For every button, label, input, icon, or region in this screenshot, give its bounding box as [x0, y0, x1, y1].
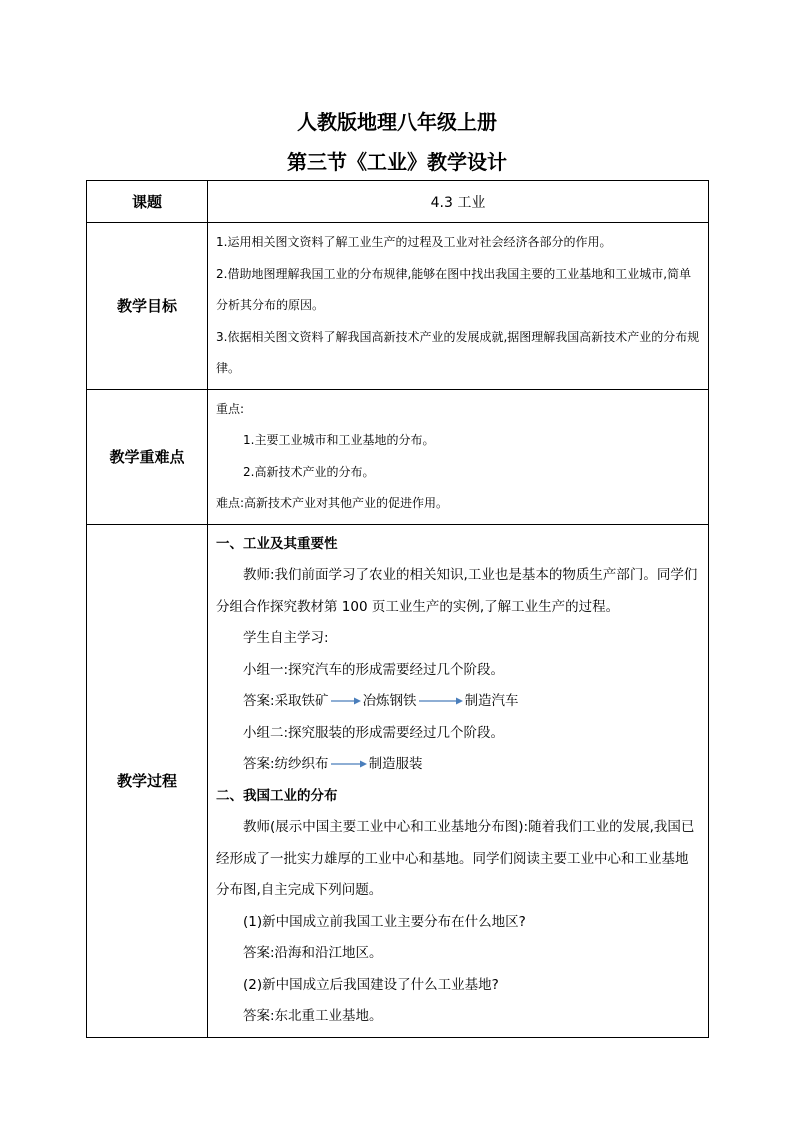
answer-text: 答案:东北重工业基地。 [243, 1008, 383, 1024]
objective-item: 2.借助地图理解我国工业的分布规律,能够在图中找出我国主要的工业基地和工业城市,简单分析其分布的原因。 [216, 266, 692, 312]
group-two-text: 小组二:探究服装的形成需要经过几个阶段。 [243, 724, 505, 741]
topic-row [87, 181, 709, 223]
process-content [208, 525, 708, 1037]
focus-item: 2.高新技术产业的分布。 [243, 464, 375, 479]
objectives-row [87, 223, 709, 390]
question-text: (2)新中国成立后我国建设了什么工业基地? [243, 976, 499, 993]
teacher-text: 教师:我们前面学习了农业的相关知识,工业也是基本的物质生产部门。同学们分组合作探究教材第 100 页工业生产的实例,了解工业生产的过程。 [216, 567, 698, 615]
flow-step: 制造汽车 [464, 693, 519, 709]
flow-step: 采取铁矿 [274, 693, 329, 709]
answer-two [216, 749, 700, 781]
process-row [87, 524, 709, 1037]
arrow-right-icon [419, 696, 463, 706]
focus-label: 重点: [216, 401, 245, 416]
difficulty-text: 难点:高新技术产业对其他产业的促进作用。 [216, 496, 449, 510]
topic-value: 4.3 工业 [208, 181, 709, 223]
teacher-text: 教师(展示中国主要工业中心和工业基地分布图):随着我们工业的发展,我国已经形成了一批实力雄厚的工业中心和基地。同学们阅读主要工业中心和工业基地分布图,自主完成下列问题。 [216, 819, 695, 898]
arrow-right-icon [331, 759, 367, 769]
key-points-label: 教学重难点 [87, 389, 208, 524]
self-study-text: 学生自主学习: [243, 630, 329, 646]
answer-one [216, 686, 700, 718]
section-title: 一、工业及其重要性 [216, 535, 338, 552]
objective-item: 1.运用相关图文资料了解工业生产的过程及工业对社会经济各部分的作用。 [216, 235, 612, 249]
lesson-plan-table [86, 180, 709, 1038]
key-points-row [87, 389, 709, 524]
question-text: (1)新中国成立前我国工业主要分布在什么地区? [243, 913, 526, 930]
group-one-text: 小组一:探究汽车的形成需要经过几个阶段。 [243, 661, 505, 678]
process-label: 教学过程 [87, 524, 208, 1037]
answer-text: 答案:沿海和沿江地区。 [243, 945, 383, 961]
section-title: 二、我国工业的分布 [216, 787, 338, 804]
flow-step: 冶炼钢铁 [362, 693, 417, 709]
topic-label: 课题 [87, 181, 208, 223]
key-points-content [208, 390, 708, 524]
flow-step: 制造服装 [368, 756, 423, 772]
objective-item: 3.依据相关图文资料了解我国高新技术产业的发展成就,据图理解我国高新技术产业的分布规律。 [216, 329, 700, 375]
answer-prefix: 答案: [243, 756, 275, 772]
arrow-right-icon [331, 696, 361, 706]
document-title: 人教版地理八年级上册 [297, 110, 497, 134]
focus-item: 1.主要工业城市和工业基地的分布。 [243, 433, 435, 447]
document-subtitle: 第三节《工业》教学设计 [287, 150, 507, 174]
objectives-label: 教学目标 [87, 223, 208, 390]
answer-prefix: 答案: [243, 693, 275, 709]
flow-step: 纺纱织布 [274, 756, 329, 772]
objectives-content [208, 223, 708, 389]
